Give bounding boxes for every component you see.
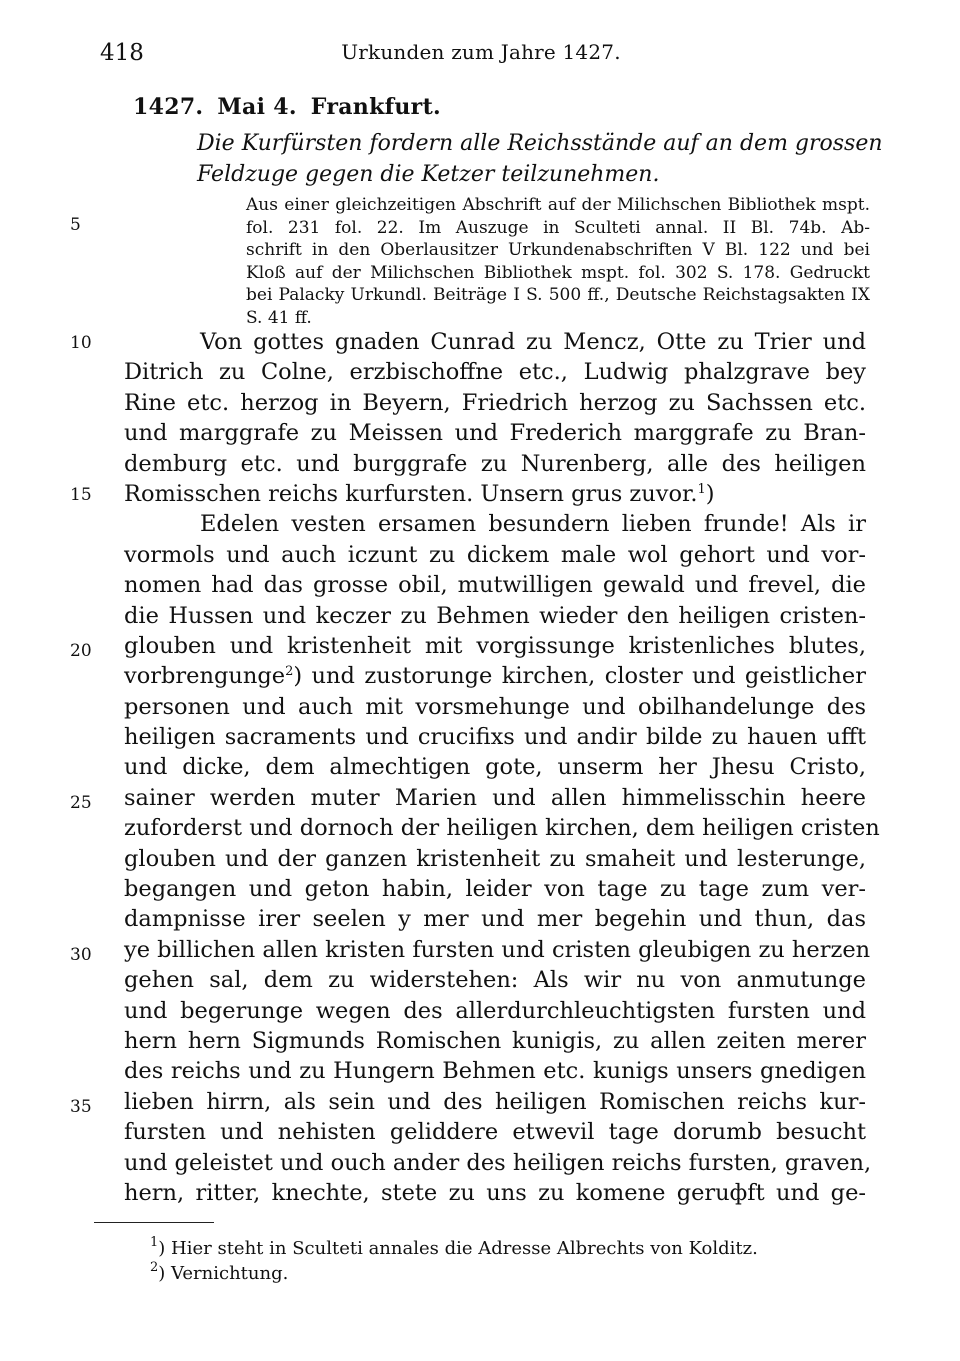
- text-line: des reichs und zu Hungern Behmen etc. kunigs unsers gnedigen: [124, 1058, 866, 1085]
- text-line-segment: vorbrengunge: [124, 663, 286, 690]
- text-line-segment: Romisschen reichs kurfursten. Unsern grus zuvor.: [124, 480, 698, 507]
- text-line: demburg etc. und burggrafe zu Nurenberg, alle des heiligen: [124, 450, 866, 477]
- text-line: und geleistet und ouch ander des heiligen reichs fursten, graven,: [124, 1149, 872, 1176]
- source-line: bei Palacky Urkundl. Beiträge I S. 500 ff., Deutsche Reichstagsakten IX: [246, 285, 870, 305]
- text-line: Von gottes gnaden Cunrad zu Mencz, Otte zu Trier und: [200, 329, 866, 355]
- text-line-segment: und zustorunge kirchen, closter und geistlicher: [302, 663, 866, 690]
- footnote-text: Vernichtung.: [171, 1263, 289, 1284]
- document-year: 1427.: [133, 94, 204, 120]
- footnote-mark: 1: [150, 1235, 159, 1250]
- text-line: hern hern Sigmunds Romischen kunigis, zu allen zeiten merer: [124, 1027, 866, 1054]
- margin-line-number: 30: [70, 945, 92, 965]
- text-line: glouben und der ganzen kristenheit zu smaheit und lesterunge,: [124, 845, 866, 872]
- text-line: und begerunge wegen des allerdurchleuchtigsten fursten und: [124, 997, 866, 1024]
- margin-line-number: 15: [70, 485, 92, 505]
- text-line: Ditrich zu Colne, erzbischoffne etc., Ludwig phalzgrave bey: [124, 359, 866, 386]
- text-line: sainer werden muter Marien und allen himmelisschin heere: [124, 784, 866, 811]
- footnote: $^1$) Hier steht in Sculteti annales die Adresse Albrechts von Kolditz.: [150, 1235, 758, 1259]
- text-line: die Hussen und keczer zu Behmen wieder den heiligen cristen-: [124, 602, 866, 629]
- source-line: schrift in den Oberlausitzer Urkundenabschriften V Bl. 122 und bei: [246, 240, 870, 260]
- text-line: ye billichen allen kristen fursten und cristen gleubigen zu herzen: [124, 936, 871, 963]
- text-line: personen und auch mit vorsmehunge und obilhandelunge des: [124, 693, 866, 720]
- margin-line-number: 35: [70, 1097, 92, 1117]
- abstract-line: Die Kurfürsten fordern alle Reichsstände auf an dem grossen: [197, 131, 883, 156]
- page-header: [100, 40, 862, 76]
- document-date: Mai 4.: [217, 94, 297, 120]
- footnote-text: Hier steht in Sculteti annales die Adresse Albrechts von Kolditz.: [171, 1238, 758, 1259]
- text-line: vormols und auch iczunt zu dickem male wol gehort und vor-: [124, 541, 866, 568]
- margin-line-number: 10: [70, 333, 92, 353]
- text-line: nomen had das grosse obil, mutwilligen gewald und frevel, die: [124, 572, 866, 599]
- text-line: begangen und geton habin, leider von tage zu tage zum ver-: [124, 876, 866, 903]
- document-heading: [133, 94, 455, 120]
- text-line: gehen sal, dem zu widerstehen: Als wir nu von anmutunge: [124, 967, 866, 994]
- footnotes: [150, 1236, 758, 1286]
- text-line: vorbrengunge$^2$) und zustorunge kirchen, closter und geistlicher: [124, 663, 866, 690]
- text-line: hern, ritter, knechte, stete zu uns zu komene geruфft und ge-: [124, 1179, 866, 1206]
- text-line: Romisschen reichs kurfursten. Unsern grus zuvor.$^1$): [124, 480, 715, 507]
- text-line: Edelen vesten ersamen besundern lieben frunde! Als ir: [200, 511, 866, 538]
- footnote-ref: 1: [697, 481, 706, 497]
- main-text: [124, 327, 880, 1208]
- page-number: 418: [100, 40, 144, 66]
- text-line: dampnisse irer seelen y mer und mer begehin und thun, das: [124, 906, 866, 933]
- text-line: Rine etc. herzog in Beyern, Friedrich herzog zu Sachssen etc.: [124, 389, 866, 416]
- source-line: Kloß auf der Milichschen Bibliothek mspt. fol. 302 S. 178. Gedruckt: [246, 262, 870, 283]
- abstract-line: Feldzuge gegen die Ketzer teilzunehmen.: [197, 162, 660, 187]
- margin-line-number: 20: [70, 641, 92, 661]
- text-line: heiligen sacraments und crucifixs und andir bilde zu hauen ufft: [124, 724, 866, 751]
- footnote-mark: 2: [150, 1260, 159, 1275]
- footnote: $^2$) Vernichtung.: [150, 1260, 289, 1284]
- document-place: Frankfurt.: [310, 94, 441, 120]
- text-line: fursten und nehisten geliddere etwevil tage dorumb besucht: [124, 1119, 866, 1146]
- text-line: und marggrafe zu Meissen und Frederich marggrafe zu Bran-: [124, 420, 866, 447]
- margin-line-number: 25: [70, 793, 92, 813]
- source-line: S. 41 ff.: [246, 307, 312, 328]
- margin-line-number: 5: [70, 215, 81, 235]
- text-line: glouben und kristenheit mit vorgissunge kristenliches blutes,: [124, 632, 866, 659]
- text-line: lieben hirrn, als sein und des heiligen Romischen reichs kur-: [124, 1088, 866, 1115]
- source-line: Aus einer gleichzeitigen Abschrift auf der Milichschen Bibliothek mspt.: [246, 195, 870, 215]
- document-abstract: [197, 128, 883, 190]
- footnote-rule: [94, 1222, 214, 1223]
- source-line: fol. 231 fol. 22. Im Auszuge in Sculteti annal. II Bl. 74b. Ab-: [246, 217, 870, 238]
- text-line: und dicke, dem almechtigen gote, unserm her Jhesu Cristo,: [124, 754, 866, 781]
- footnote-ref: 2: [285, 664, 294, 680]
- source-note: [246, 194, 870, 329]
- text-line: zuforderst und dornoch der heiligen kirchen, dem heiligen cristen: [124, 815, 880, 842]
- running-title: Urkunden zum Jahre 1427.: [341, 40, 621, 64]
